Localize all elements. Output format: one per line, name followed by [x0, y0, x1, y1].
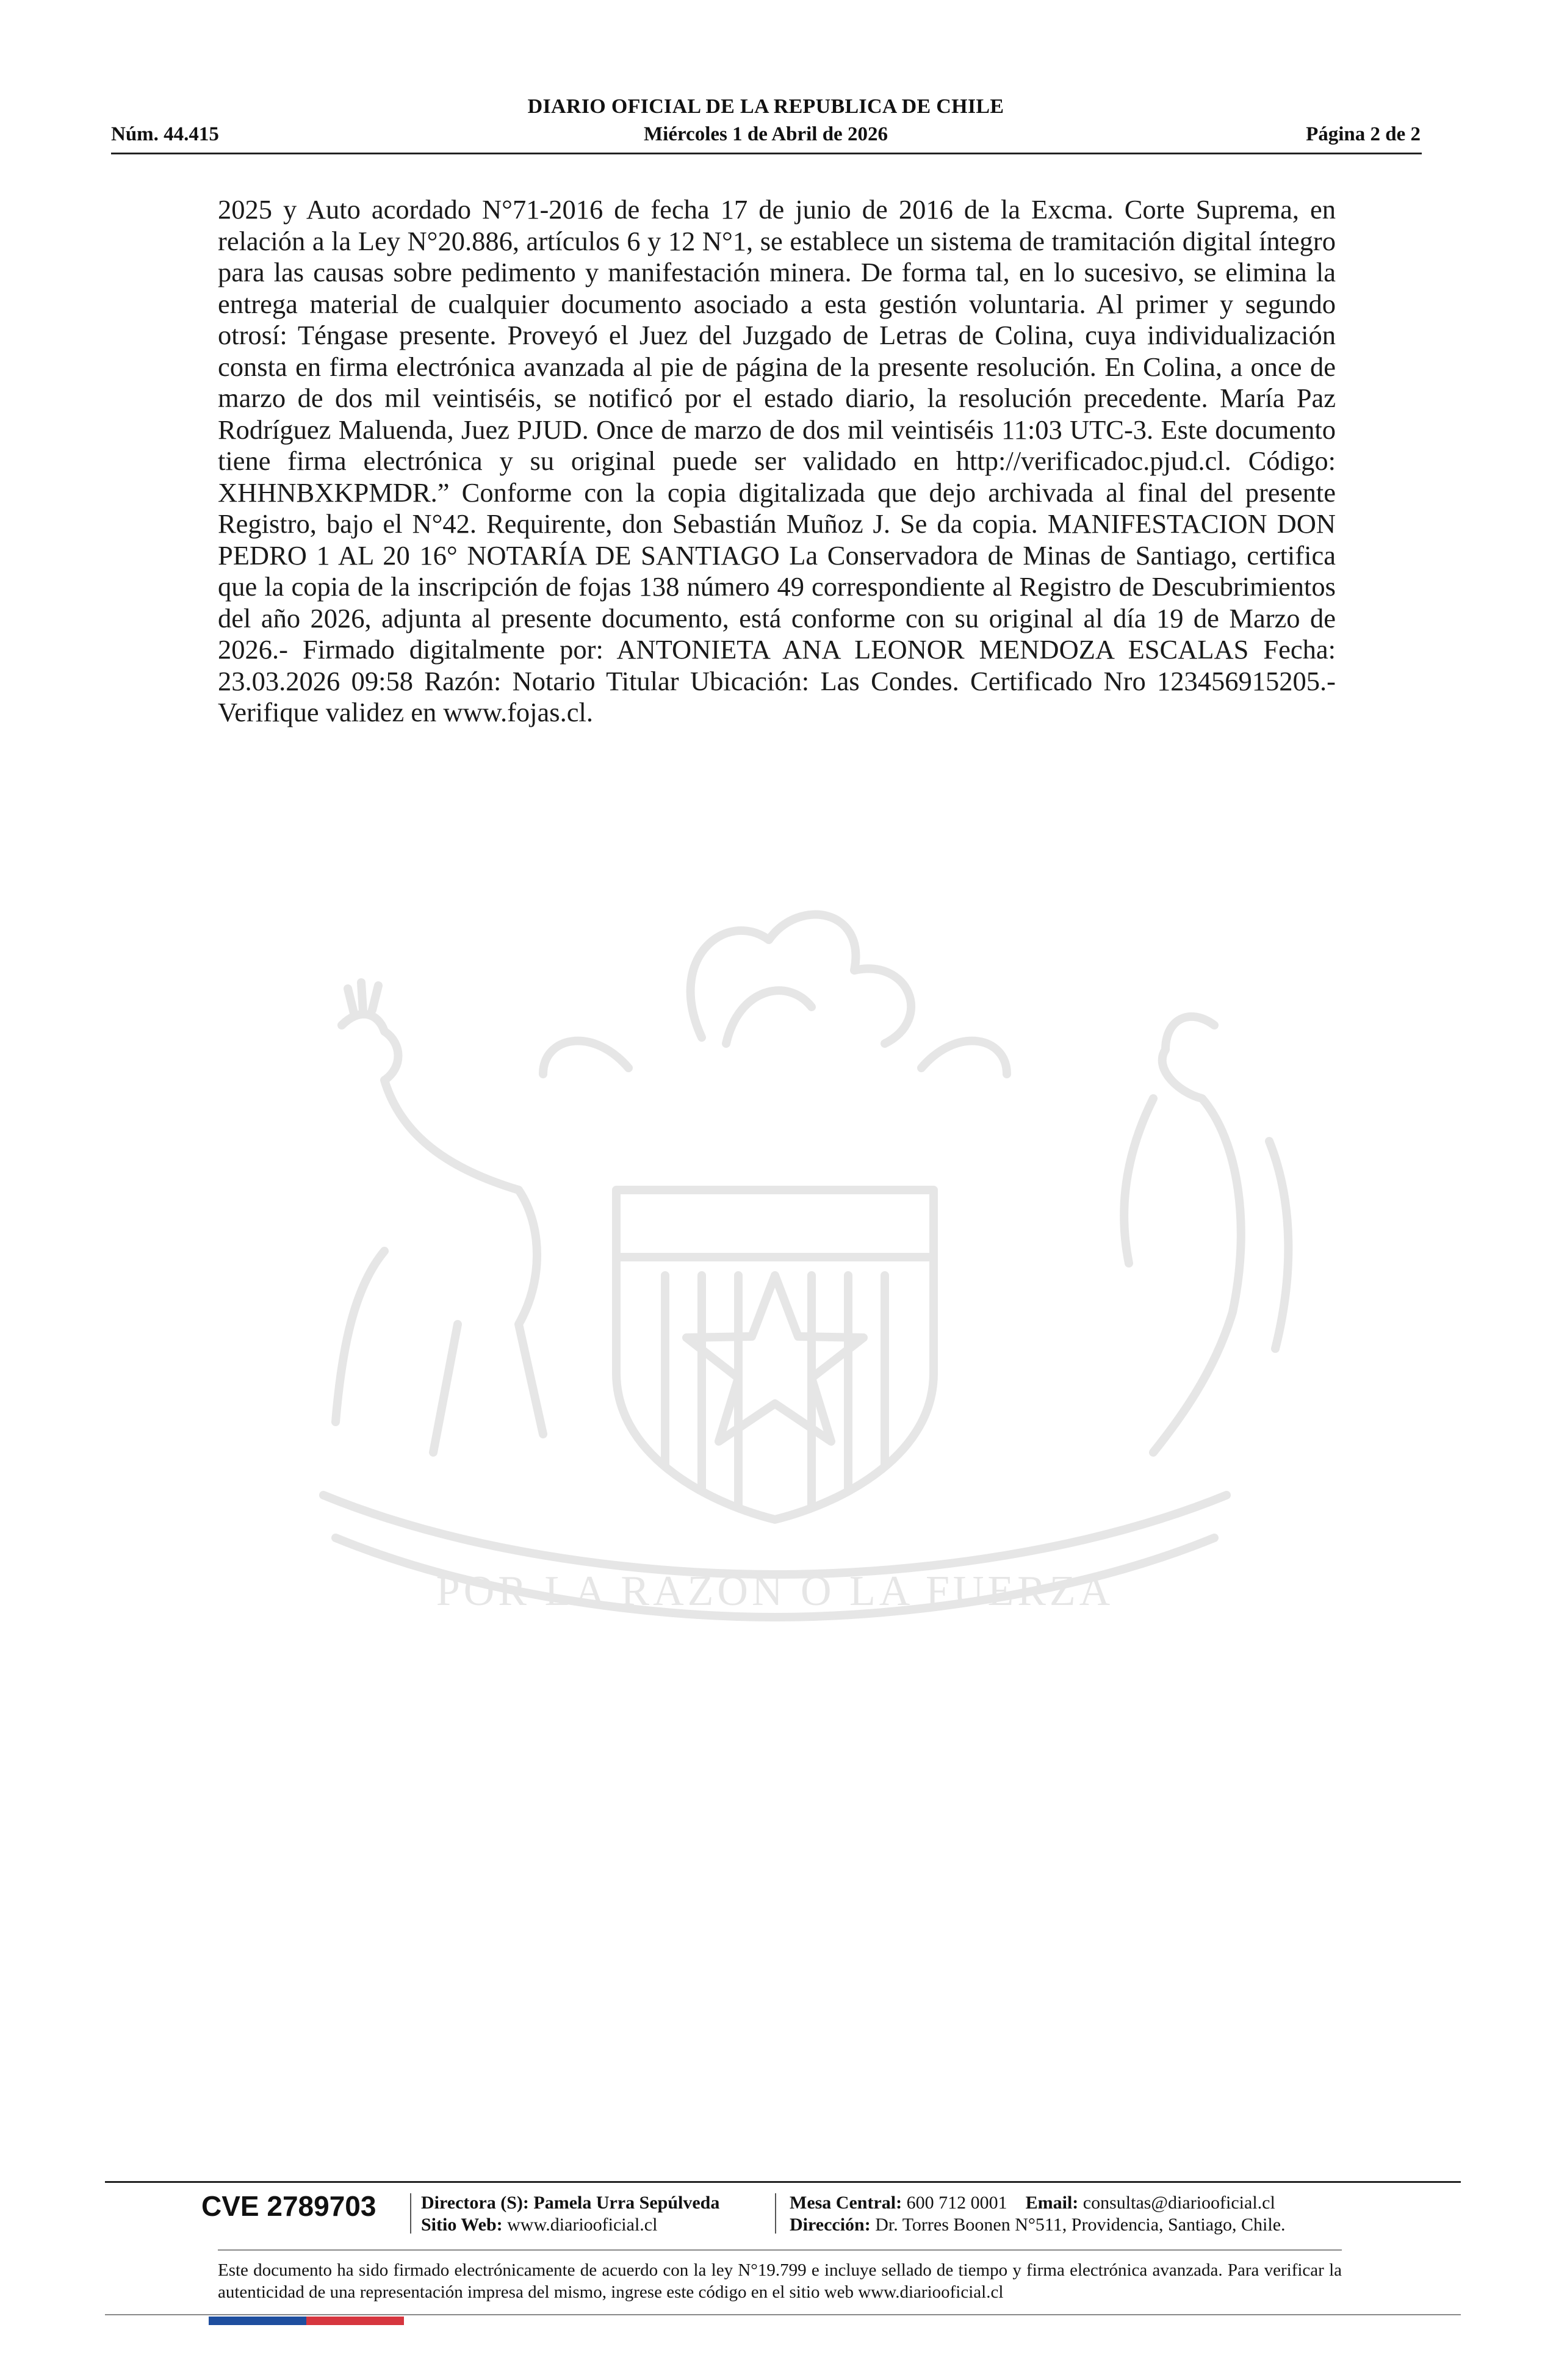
coat-of-arms-watermark	[201, 885, 1349, 1678]
email-link[interactable]: consultas@diariooficial.cl	[1082, 2193, 1275, 2213]
flag-stripe-blue	[209, 2317, 306, 2325]
coat-of-arms-motto: POR LA RAZON O LA FUERZA	[436, 1568, 1114, 1615]
footer-separator	[410, 2193, 411, 2234]
footer-director-block	[421, 2192, 763, 2236]
flag-stripe-red	[306, 2317, 404, 2325]
footer-divider-mid	[218, 2249, 1342, 2251]
issue-date: Miércoles 1 de Abril de 2026	[644, 123, 888, 145]
header-divider	[111, 153, 1422, 154]
cve-code: CVE 2789703	[201, 2190, 376, 2222]
email-label: Email:	[1025, 2193, 1079, 2213]
website-link[interactable]: www.diariooficial.cl	[507, 2215, 658, 2235]
footer-separator	[775, 2193, 776, 2234]
publication-title: DIARIO OFICIAL DE LA REPUBLICA DE CHILE	[527, 95, 1004, 118]
director-label: Directora (S):	[421, 2193, 529, 2213]
address-label: Dirección:	[790, 2215, 871, 2235]
phone-value: 600 712 0001	[906, 2193, 1007, 2213]
footer-signature-note: Este documento ha sido firmado electrónicamente de acuerdo con la ley N°19.799 e incluye sellado de tiempo y firma electrónica avanzada. Para verificar la autenticidad de una representación impresa del mismo, ingrese este código en el sitio web www.diariooficial.cl	[218, 2260, 1342, 2302]
website-label: Sitio Web:	[421, 2215, 503, 2235]
issue-number: Núm. 44.415	[111, 123, 219, 145]
footer-divider-top	[105, 2181, 1461, 2183]
footer-divider-bottom	[105, 2314, 1461, 2315]
director-name: Pamela Urra Sepúlveda	[533, 2193, 720, 2213]
document-body-text: 2025 y Auto acordado N°71-2016 de fecha 17 de junio de 2016 de la Excma. Corte Suprema, en relación a la Ley N°20.886, artículos 6 y 12 N°1, se establece un sistema de tramitación digital íntegro para las causas sobre pedimento y manifestación minera. De forma tal, en lo sucesivo, se elimina la entrega material de cualquier documento asociado a esta gestión voluntaria. Al primer y segundo otrosí: Téngase presente. Proveyó el Juez del Juzgado de Letras de Colina, cuya individualización consta en firma electrónica avanzada al pie de página de la presente resolución. En Colina, a once de marzo de dos mil veintiséis, se notificó por el estado diario, la resolución precedente. María Paz Rodríguez Maluenda, Juez PJUD. Once de marzo de dos mil veintiséis 11:03 UTC-3. Este documento tiene firma electrónica y su original puede ser validado en http://verificadoc.pjud.cl. Código: XHHNBXKPMDR.” Conforme con la copia digitalizada que dejo archivada al final del presente Registro, bajo el N°42. Requirente, don Sebastián Muñoz J. Se da copia. MANIFESTACION DON PEDRO 1 AL 20 16° NOTARÍA DE SANTIAGO La Conservadora de Minas de Santiago, certifica que la copia de la inscripción de fojas 138 número 49 correspondiente al Registro de Descubrimientos del año 2026, adjunta al presente documento, está conforme con su original al día 19 de Marzo de 2026.- Firmado digitalmente por: ANTONIETA ANA LEONOR MENDOZA ESCALAS Fecha: 23.03.2026 09:58 Razón: Notario Titular Ubicación: Las Condes. Certificado Nro 123456915205.- Verifique validez en www.fojas.cl.	[218, 194, 1336, 727]
address-value: Dr. Torres Boonen N°511, Providencia, Santiago, Chile.	[875, 2215, 1286, 2235]
page-indicator: Página 2 de 2	[1306, 123, 1421, 145]
phone-label: Mesa Central:	[790, 2193, 902, 2213]
footer-contact-block	[790, 2192, 1363, 2236]
